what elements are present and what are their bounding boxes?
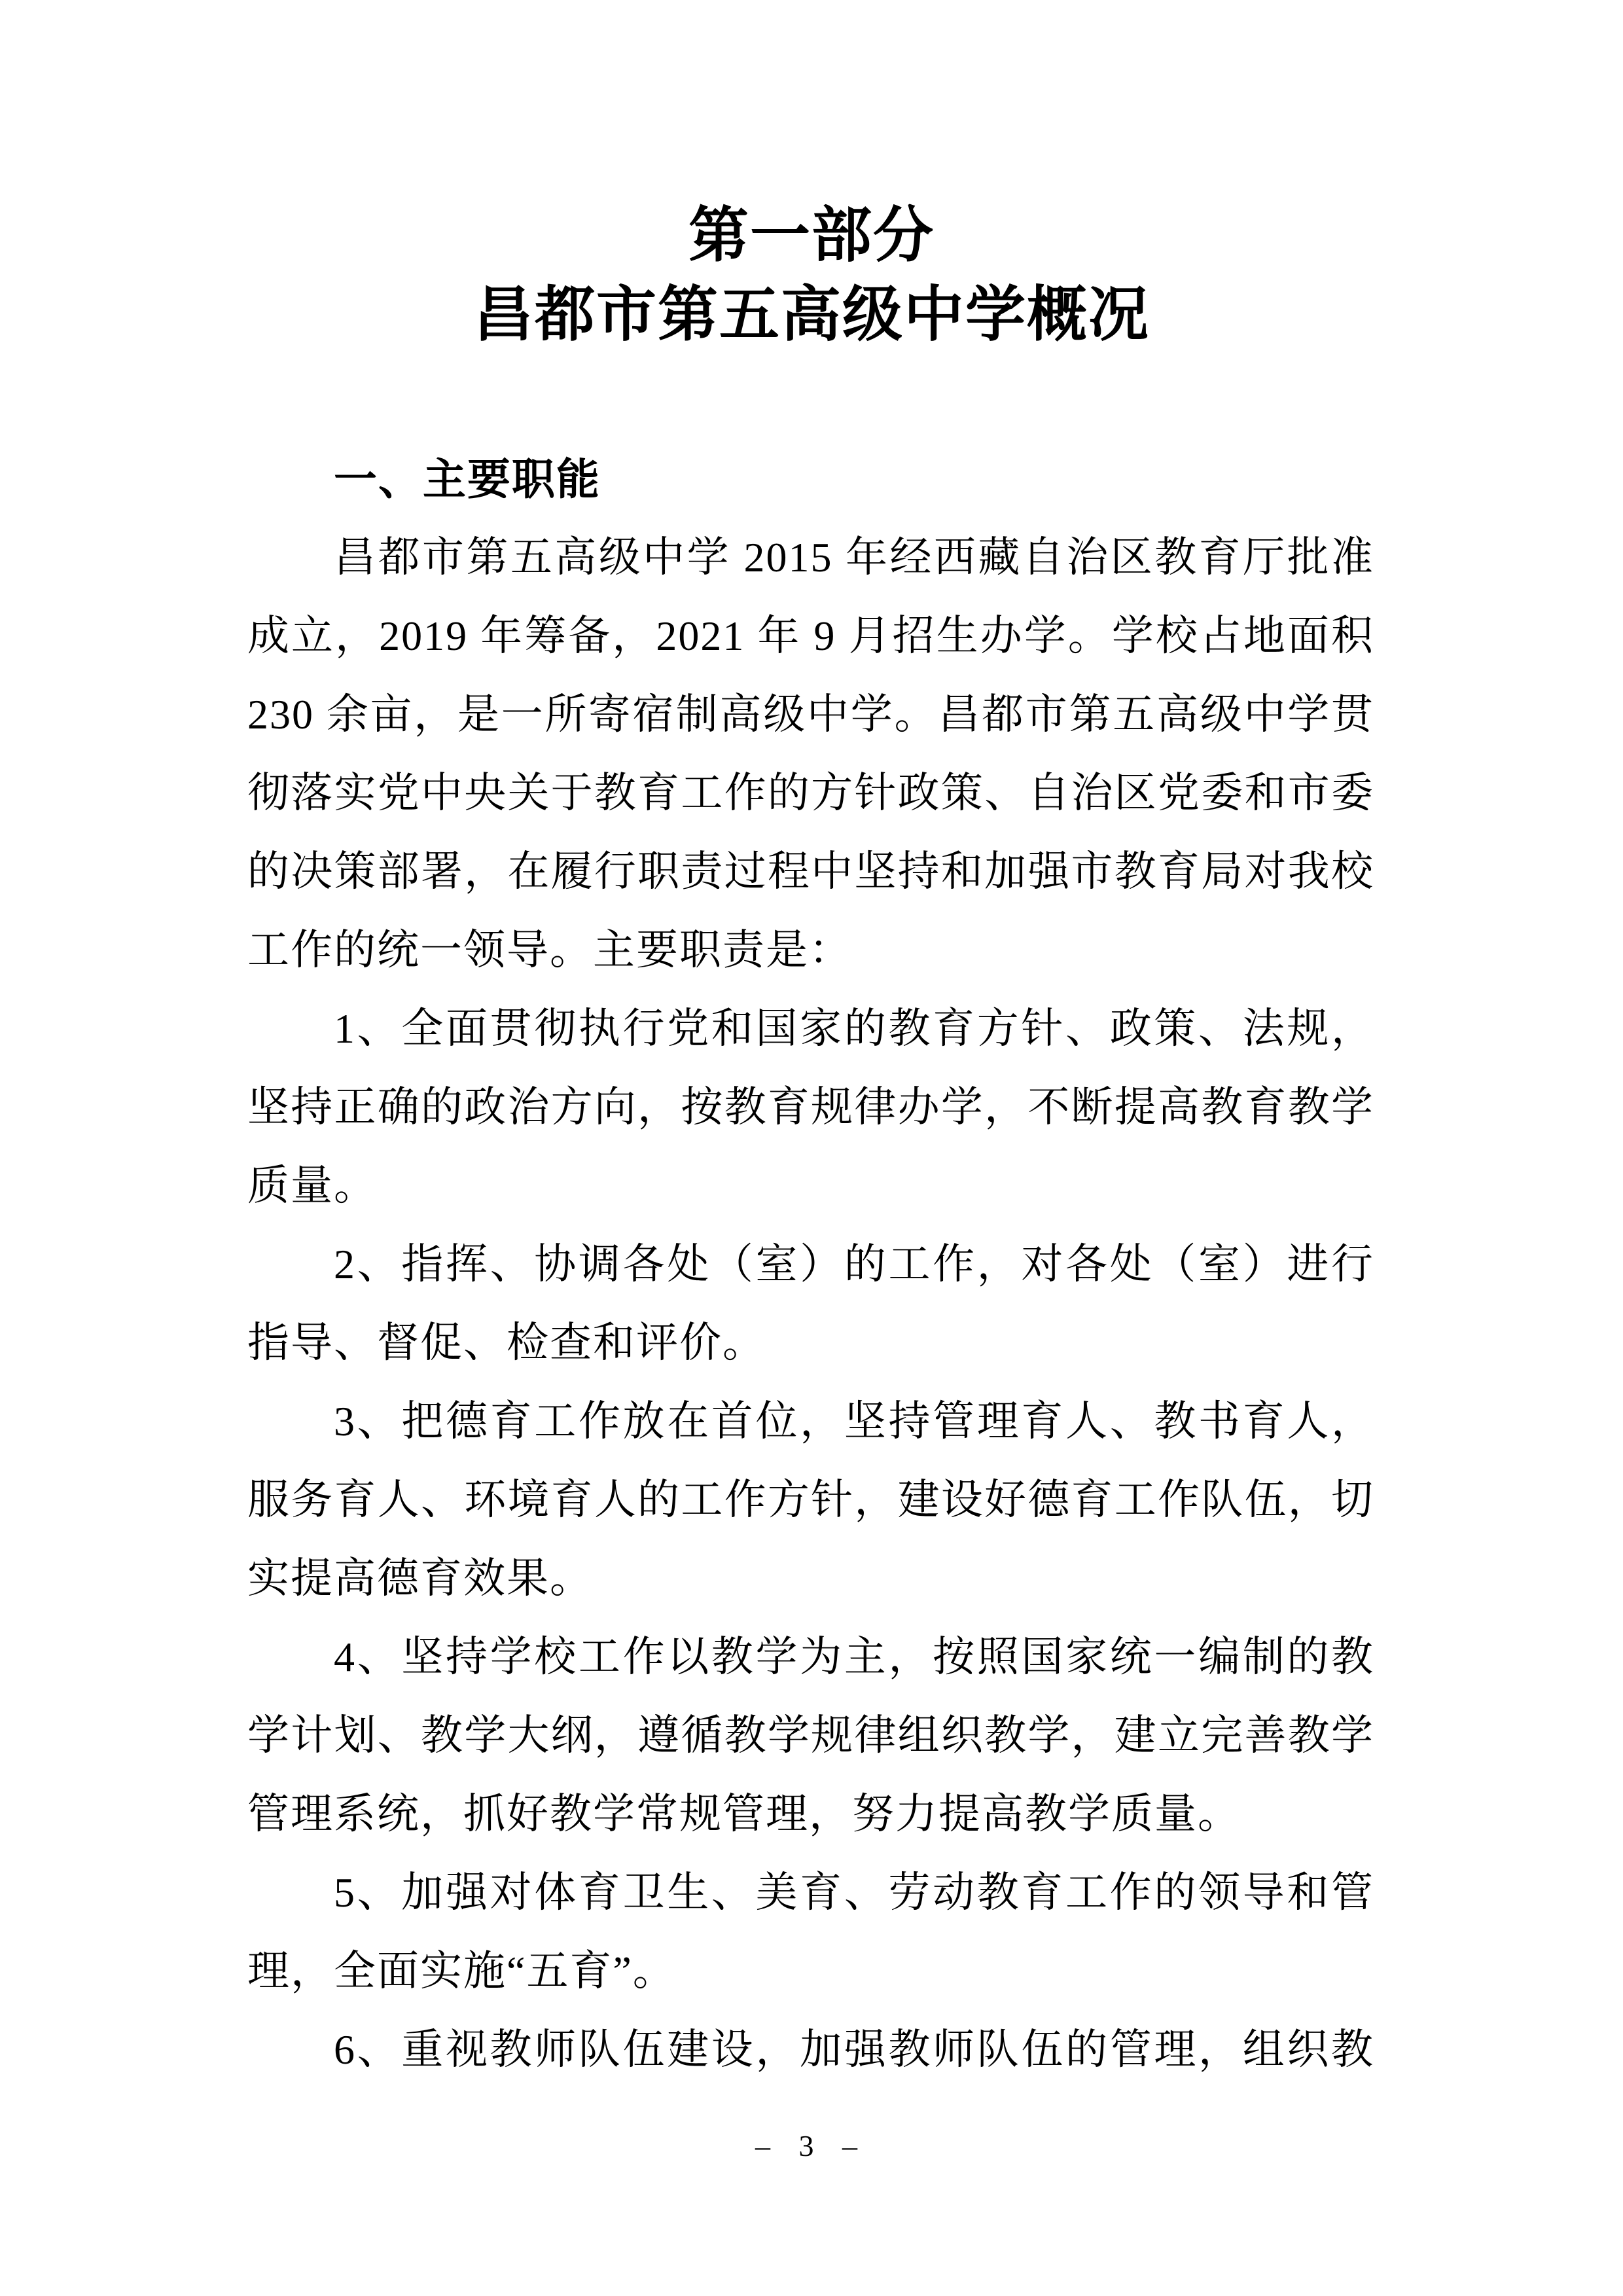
body-line: 成立，2019 年筹备，2021 年 9 月招生办学。学校占地面积 [247, 613, 1374, 659]
body-line: 实提高德育效果。 [247, 1555, 593, 1602]
body-line: 彻落实党中央关于教育工作的方针政策、自治区党委和市委 [247, 770, 1374, 816]
body-line: 230 余亩，是一所寄宿制高级中学。昌都市第五高级中学贯 [247, 691, 1374, 738]
body-line: 昌都市第五高级中学 2015 年经西藏自治区教育厅批准 [334, 534, 1374, 581]
document-title-line2: 昌都市第五高级中学概况 [473, 281, 1150, 348]
body-line: 5、加强对体育卫生、美育、劳动教育工作的领导和管 [334, 1869, 1374, 1916]
document-body [247, 440, 1374, 2089]
body-line: 指导、督促、检查和评价。 [247, 1319, 766, 1366]
body-line: 工作的统一领导。主要职责是： [247, 927, 852, 973]
body-line: 学计划、教学大纲，遵循教学规律组织教学，建立完善教学 [247, 1712, 1374, 1759]
body-line: 服务育人、环境育人的工作方针，建设好德育工作队伍，切 [247, 1477, 1374, 1523]
body-line: 2、指挥、协调各处（室）的工作，对各处（室）进行 [334, 1241, 1374, 1287]
page-number: – 3 – [755, 2129, 868, 2162]
document-title-line1: 第一部分 [688, 202, 935, 269]
body-line: 坚持正确的政治方向，按教育规律办学，不断提高教育教学 [247, 1084, 1374, 1130]
body-line: 6、重视教师队伍建设，加强教师队伍的管理，组织教 [334, 2026, 1374, 2073]
body-line: 1、全面贯彻执行党和国家的教育方针、政策、法规， [334, 1005, 1374, 1052]
body-line: 理，全面实施“五育”。 [247, 1948, 676, 1994]
body-line: 质量。 [247, 1162, 377, 1209]
body-line: 的决策部署，在履行职责过程中坚持和加强市教育局对我校 [247, 848, 1374, 895]
body-line: 管理系统，抓好教学常规管理，努力提高教学质量。 [247, 1791, 1241, 1837]
section-heading: 一、主要职能 [334, 455, 601, 503]
body-line: 3、把德育工作放在首位，坚持管理育人、教书育人， [334, 1398, 1374, 1444]
document-title [0, 196, 1623, 355]
body-line: 4、坚持学校工作以教学为主，按照国家统一编制的教 [334, 1634, 1374, 1680]
